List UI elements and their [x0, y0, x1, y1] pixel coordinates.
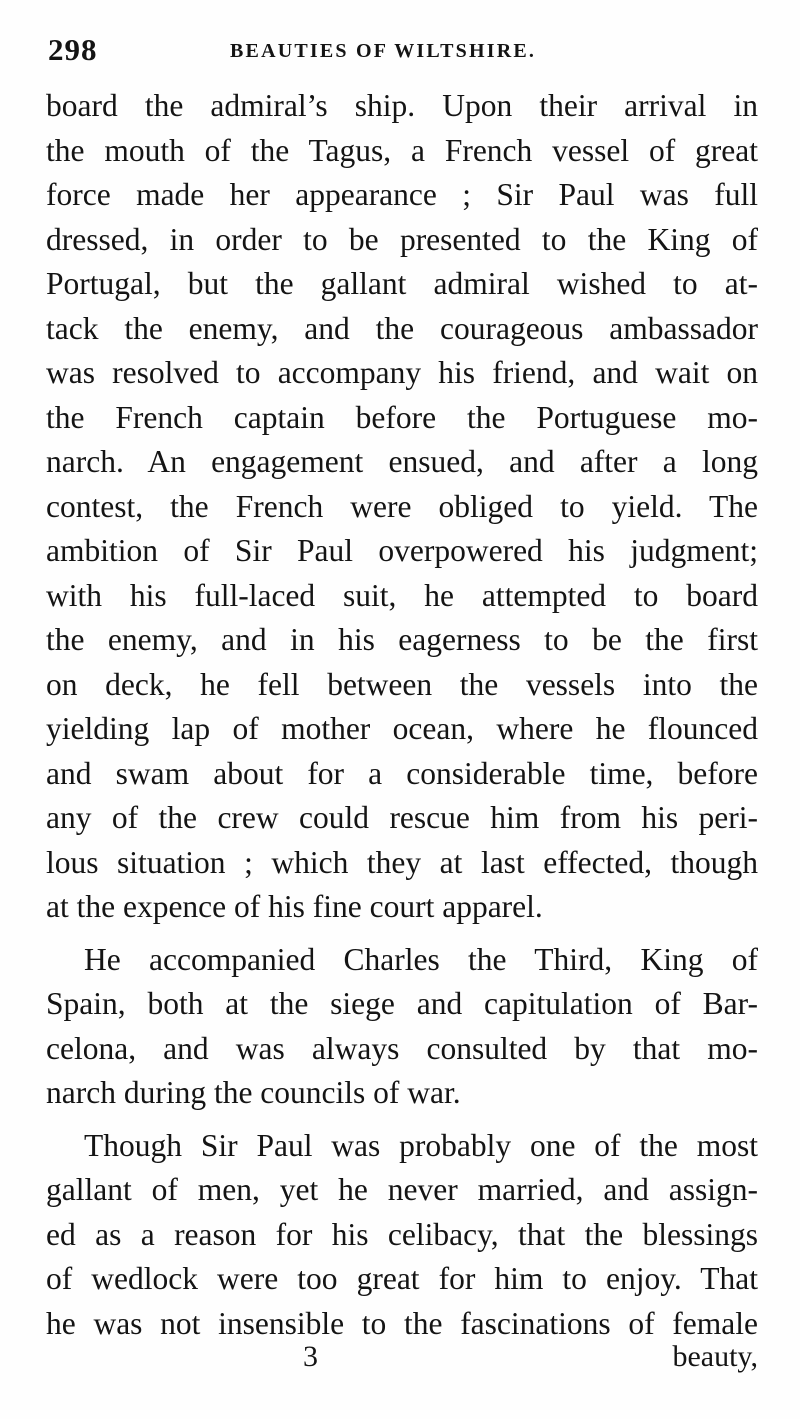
page-header	[48, 32, 760, 72]
text-line: and swam about for a considerable time, before	[46, 755, 758, 791]
text-line: Spain, both at the siege and capitulation of Bar-	[46, 986, 758, 1021]
text-line: the enemy, and in his eagerness to be the first	[46, 622, 758, 657]
text-line: narch. An engagement ensued, and after a long	[46, 444, 758, 479]
text-line: the mouth of the Tagus, a French vessel of great	[46, 132, 758, 168]
page-number: 298	[48, 32, 98, 67]
text-line: gallant of men, yet he never married, and assign-	[46, 1172, 758, 1207]
running-title: BEAUTIES OF WILTSHIRE.	[230, 40, 537, 62]
text-line: with his full-laced suit, he attempted to board	[46, 577, 758, 613]
text-line: contest, the French were obliged to yield. The	[46, 488, 758, 524]
text-line: dressed, in order to be presented to the King of	[46, 221, 758, 257]
text-line: was resolved to accompany his friend, and wait on	[46, 355, 758, 390]
text-line: of wedlock were too great for him to enjoy. That	[46, 1261, 758, 1296]
paragraph-gap	[46, 1116, 758, 1124]
text-line: Portugal, but the gallant admiral wished to at-	[46, 266, 758, 301]
text-line: celona, and was always consulted by that mo-	[46, 1030, 758, 1066]
text-line: force made her appearance ; Sir Paul was full	[46, 177, 758, 212]
text-line: ambition of Sir Paul overpowered his judgment;	[46, 533, 758, 568]
paragraph-gap	[46, 930, 758, 938]
text-line: he was not insensible to the fascinations of female	[46, 1305, 758, 1341]
paragraph	[46, 938, 758, 1116]
text-line: board the admiral’s ship. Upon their arrival in	[46, 88, 758, 123]
text-line: tack the enemy, and the courageous ambassador	[46, 310, 758, 346]
text-line: narch during the councils of war.	[46, 1075, 461, 1110]
text-line: Though Sir Paul was probably one of the most	[84, 1127, 758, 1163]
catchword: beauty,	[672, 1340, 758, 1373]
text-line: any of the crew could rescue him from his peri-	[46, 800, 758, 835]
text-line: at the expence of his fine court apparel.	[46, 889, 543, 924]
text-line: lous situation ; which they at last effected, though	[46, 844, 758, 880]
paragraph	[46, 1124, 758, 1347]
signature-mark: 3	[303, 1340, 318, 1373]
paragraph	[46, 84, 758, 930]
body-text	[46, 84, 758, 1346]
text-line: He accompanied Charles the Third, King of	[84, 941, 758, 977]
text-line: the French captain before the Portuguese mo-	[46, 399, 758, 435]
text-line: on deck, he fell between the vessels into the	[46, 666, 758, 702]
text-line: ed as a reason for his celibacy, that the blessings	[46, 1216, 758, 1252]
text-line: yielding lap of mother ocean, where he flounced	[46, 711, 758, 746]
page-footer	[48, 1340, 760, 1384]
